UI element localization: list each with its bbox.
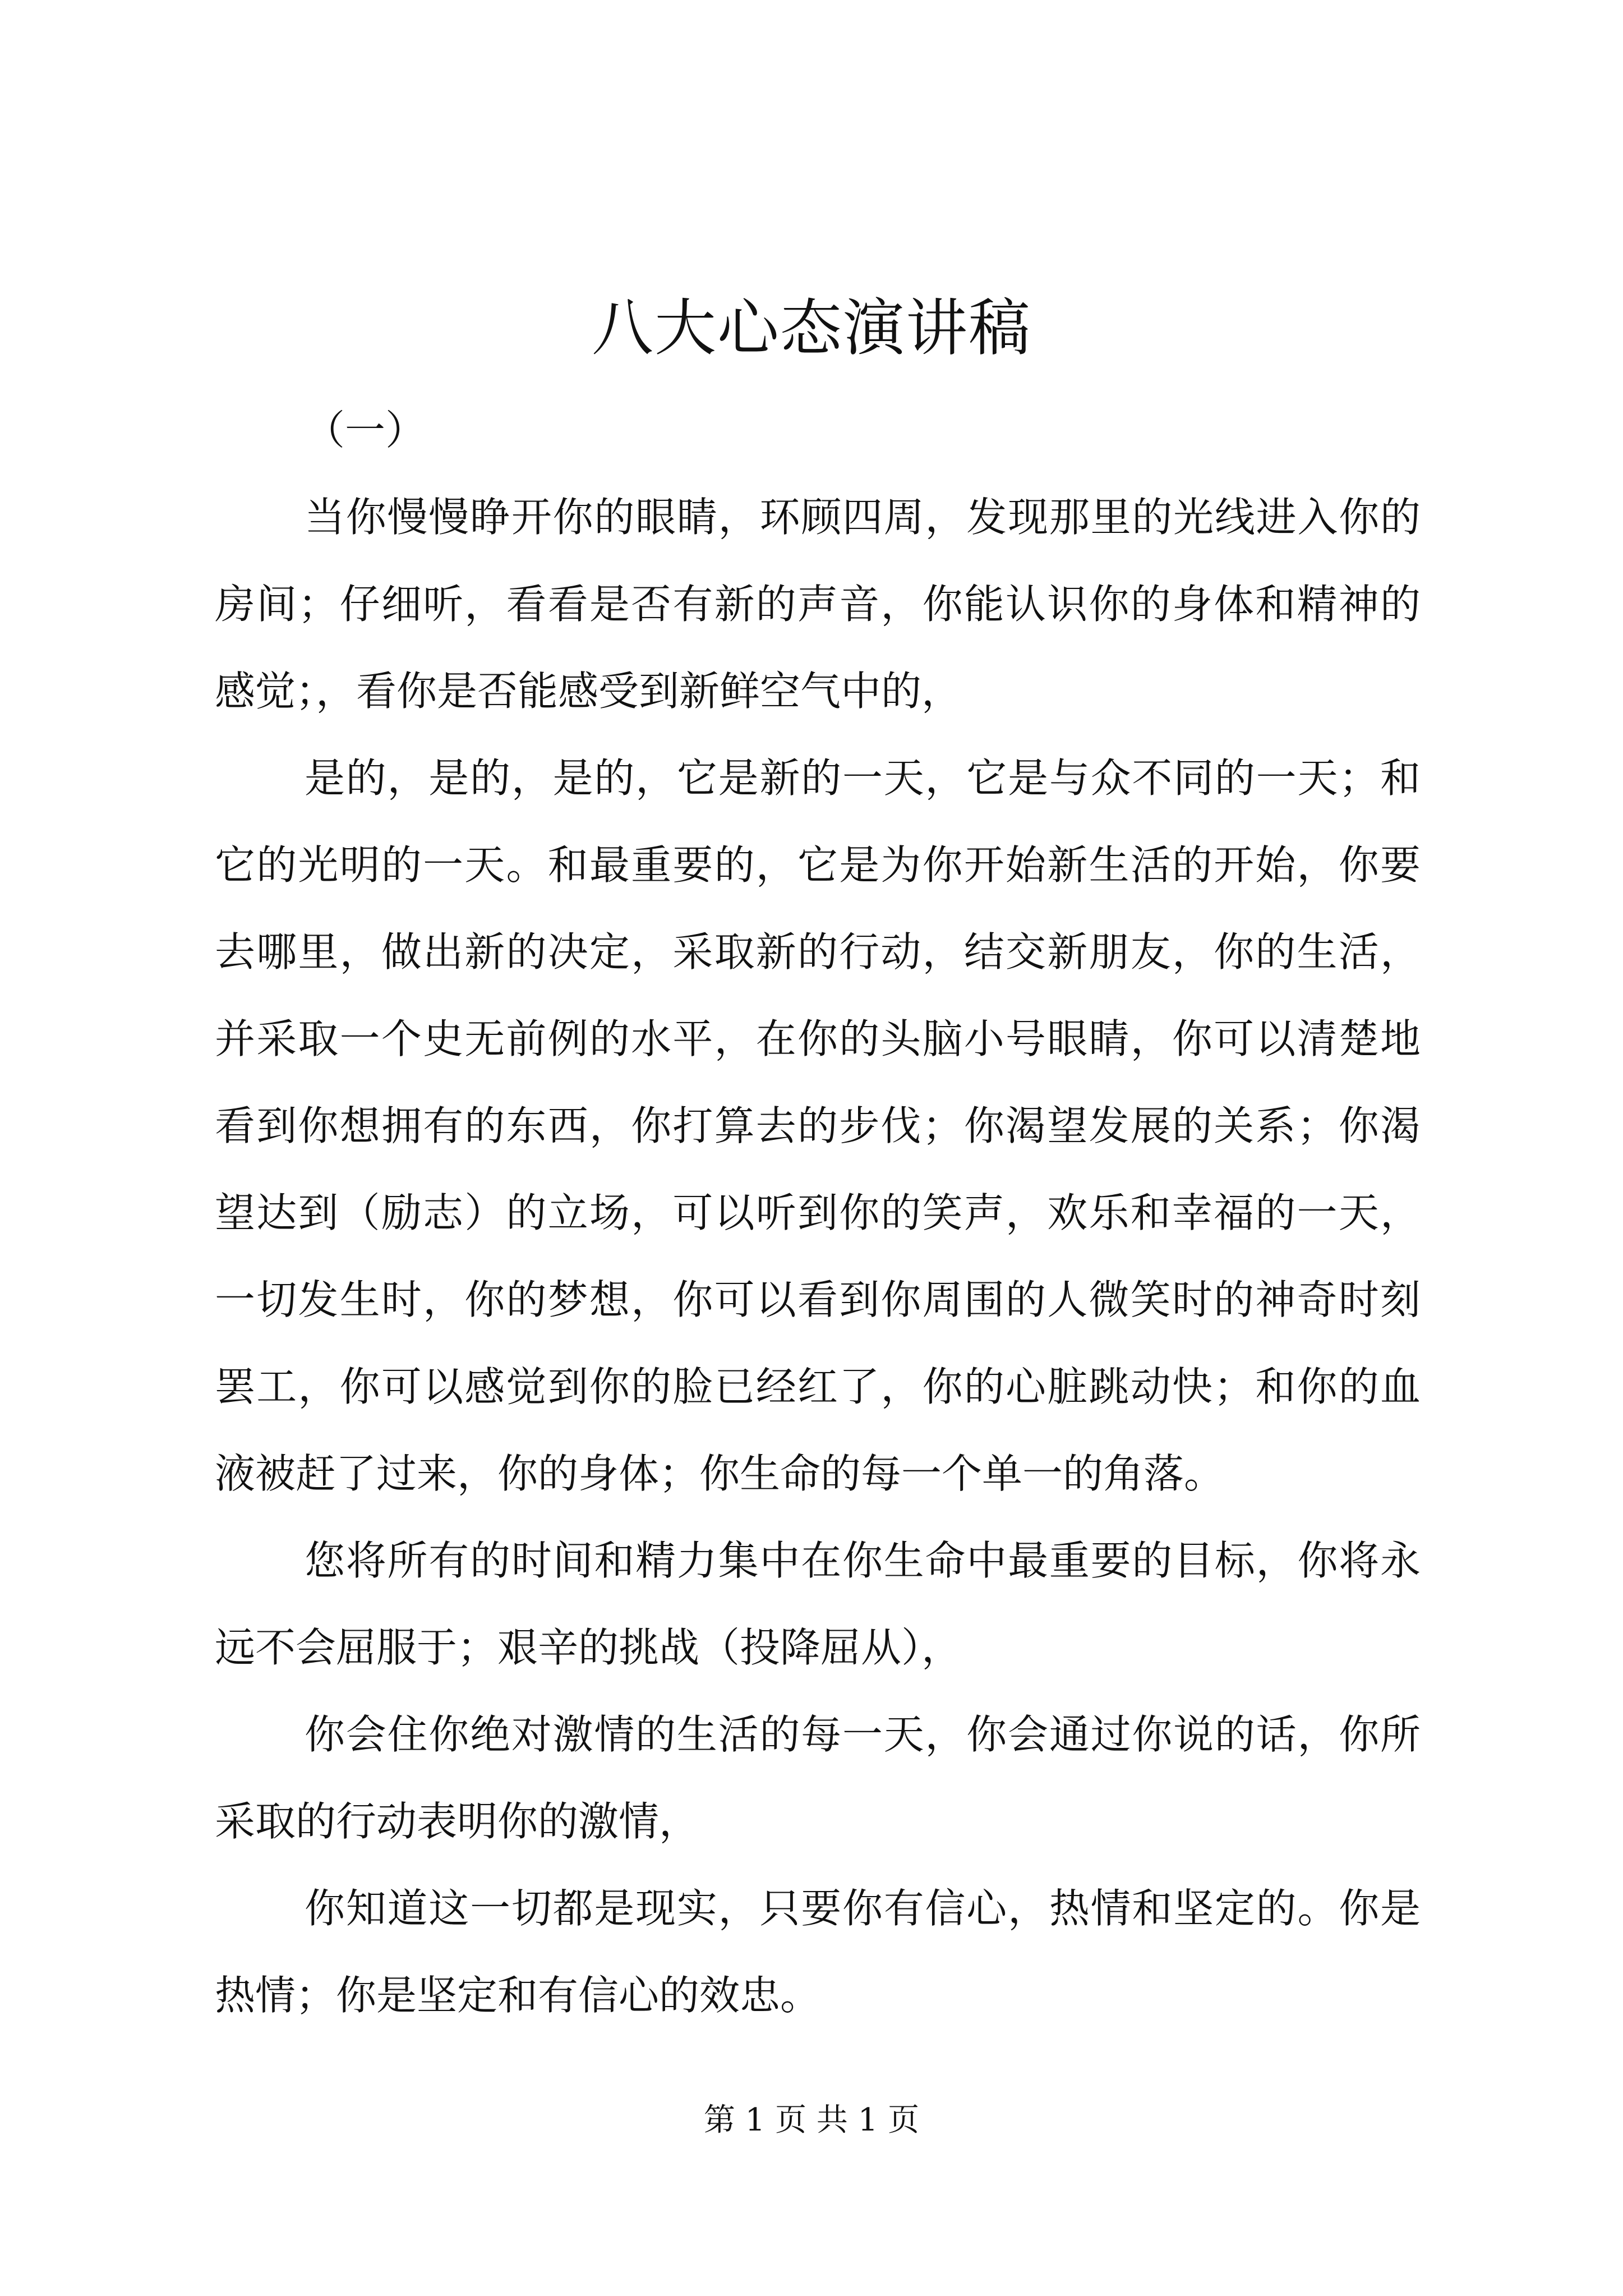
page-footer: 第 1 页 共 1 页 xyxy=(703,2102,920,2138)
paragraph-4: 你会住你绝对激情的生活的每一天，你会通过你说的话，你所采取的行动表明你的激情， xyxy=(215,1711,1421,1845)
paragraph-2: 是的，是的，是的，它是新的一天，它是与众不同的一天；和它的光明的一天。和最重要的，它是为你开始新生活的开始，你要去哪里，做出新的决定，采取新的行动，结交新朋友，你的生活，并采取一个史无前例的水平，在你的头脑小号眼睛，你可以清楚地看到你想拥有的东西，你打算去的步伐；你渴望发展的关系；你渴望达到（励志）的立场，可以听到你的笑声，欢乐和幸福的一天，一切发生时，你的梦想，你可以看到你周围的人微笑时的神奇时刻罢工，你可以感觉到你的脸已经红了，你的心脏跳动快；和你的血液被赶了过来，你的身体；你生命的每一个单一的角落。 xyxy=(215,754,1421,1497)
document-title: 八大心态演讲稿 xyxy=(592,292,1031,364)
section-marker: （一） xyxy=(305,407,426,454)
paragraph-3: 您将所有的时间和精力集中在你生命中最重要的目标，你将永远不会屈服于；艰辛的挑战（投降屈从）， xyxy=(215,1537,1421,1671)
paragraph-5: 你知道这一切都是现实，只要你有信心，热情和坚定的。你是热情；你是坚定和有信心的效忠。 xyxy=(215,1885,1421,2019)
paragraph-1: 当你慢慢睁开你的眼睛，环顾四周，发现那里的光线进入你的房间；仔细听，看看是否有新的声音，你能认识你的身体和精神的感觉；，看你是否能感受到新鲜空气中的， xyxy=(215,494,1421,715)
document-body xyxy=(215,387,1421,2039)
